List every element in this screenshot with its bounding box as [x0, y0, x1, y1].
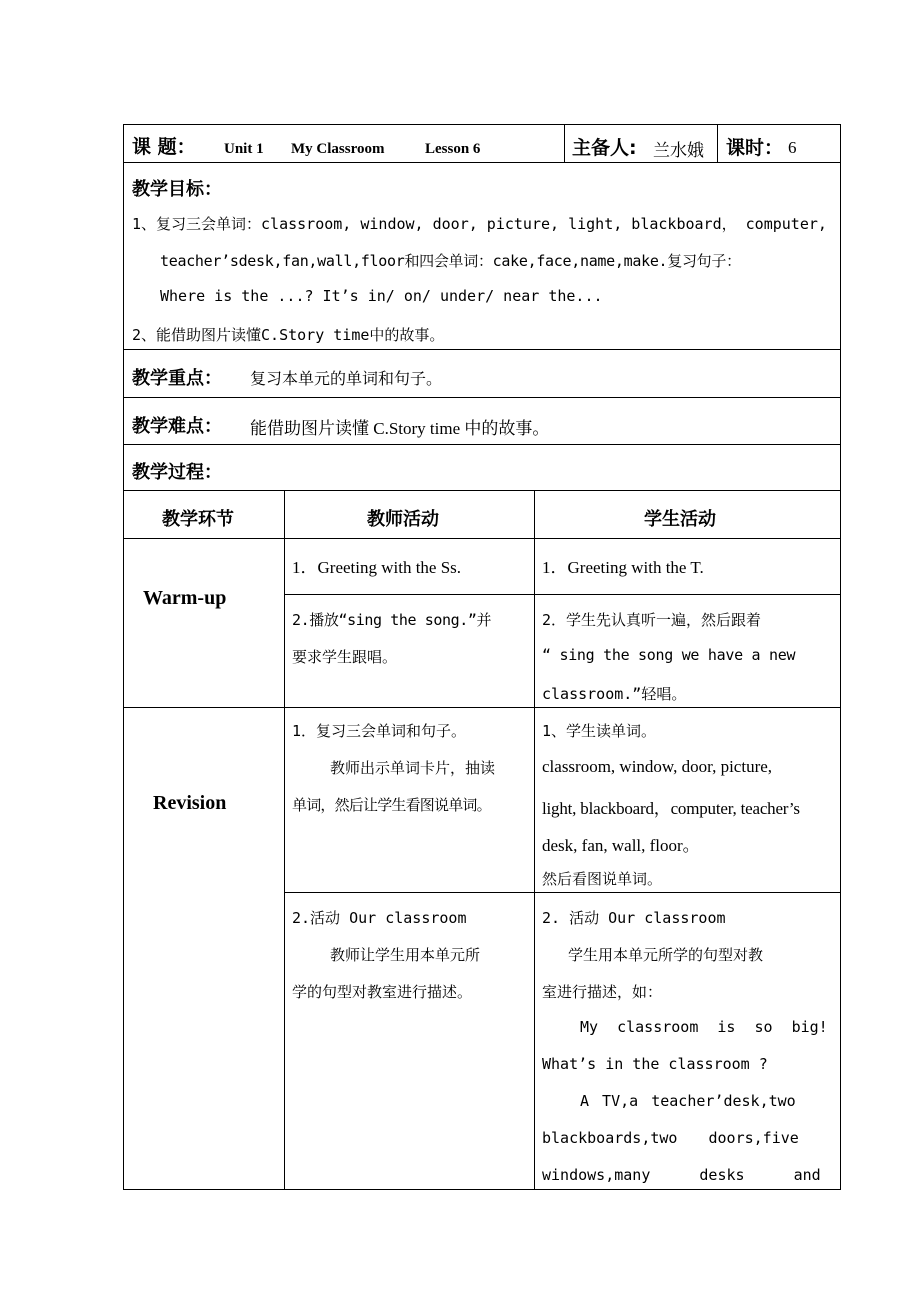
difficulties-row	[124, 398, 840, 445]
lesson-title: My Classroom	[291, 141, 385, 157]
header-teacher: 教师活动	[367, 509, 439, 530]
revision-section	[124, 708, 840, 1189]
difficulties-text: 能借助图片读懂 C.Story time 中的故事。	[250, 419, 550, 438]
difficulties-label: 教学难点：	[132, 416, 222, 437]
revision-teacher-1c: 单词，然后让学生看图说单词。	[292, 796, 491, 814]
preparer-label: 主备人:	[572, 137, 637, 159]
header-student: 学生活动	[644, 509, 716, 530]
warmup-student-2b: “ sing the song we have a new	[542, 646, 796, 664]
warmup-student-2c: classroom.”轻唱。	[542, 685, 687, 703]
revision-teacher-2b: 教师让学生用本单元所	[330, 946, 481, 964]
header-row	[124, 125, 840, 163]
warmup-student-2a: 2．学生先认真听一遍，然后跟着	[542, 611, 762, 629]
objective-line-4: 2、能借助图片读懂C.Story time中的故事。	[132, 326, 445, 344]
objectives-label: 教学目标：	[132, 179, 222, 200]
warmup-teacher-2a: 2.播放“sing the song.”并	[292, 611, 492, 629]
revision-student-2g: blackboards,two doors,five	[542, 1129, 799, 1147]
table-header-row	[124, 491, 840, 539]
warmup-section	[124, 539, 840, 708]
key-points-label: 教学重点：	[132, 368, 222, 389]
lesson-number: Lesson 6	[425, 141, 481, 157]
warmup-teacher-2b: 要求学生跟唱。	[292, 648, 398, 666]
hours-value: 6	[788, 138, 797, 157]
process-label: 教学过程：	[132, 462, 222, 483]
revision-student-2a: 2. 活动 Our classroom	[542, 909, 726, 927]
header-stage: 教学环节	[162, 509, 234, 530]
process-row	[124, 445, 840, 491]
revision-student-1e: 然后看图说单词。	[542, 870, 663, 888]
revision-student-2d: My classroom is so big!	[580, 1018, 828, 1036]
objective-line-1: 1、复习三会单词：classroom, window, door, picture, light, blackboard， computer,	[132, 215, 827, 233]
revision-student-1c: light, blackboard，computer, teacher’s	[542, 799, 800, 818]
revision-student-1a: 1、学生读单词。	[542, 722, 657, 740]
revision-stage: Revision	[153, 792, 227, 814]
lesson-plan-table	[123, 124, 841, 1190]
revision-student-2h: windows,many desks and	[542, 1166, 821, 1184]
hours-label: 课时：	[726, 137, 784, 159]
warmup-student-1: 1．Greeting with the T.	[542, 558, 704, 577]
revision-teacher-1b: 教师出示单词卡片，抽读	[330, 759, 496, 777]
objective-line-2: teacher’sdesk,fan,wall,floor和四会单词：cake,face,name,make.复习句子：	[160, 252, 741, 270]
revision-student-1b: classroom, window, door, picture,	[542, 757, 773, 776]
revision-student-2c: 室进行描述，如：	[542, 983, 663, 1001]
key-points-row	[124, 350, 840, 398]
revision-teacher-2c: 学的句型对教室进行描述。	[292, 983, 473, 1001]
key-points-text: 复习本单元的单词和句子。	[250, 369, 443, 388]
revision-student-2e: What’s in the classroom ?	[542, 1055, 768, 1073]
objectives-row	[124, 163, 840, 350]
revision-teacher-1a: 1．复习三会单词和句子。	[292, 722, 467, 740]
objective-line-3: Where is the ...? It’s in/ on/ under/ near the...	[160, 287, 603, 305]
revision-teacher-2a: 2.活动 Our classroom	[292, 909, 467, 927]
revision-student-2f: A TV,a teacher’desk,two	[580, 1092, 796, 1110]
revision-student-2b: 学生用本单元所学的句型对教	[568, 946, 764, 964]
topic-label: 课 题：	[132, 136, 196, 158]
warmup-stage: Warm-up	[143, 587, 227, 609]
preparer-name: 兰水娥	[653, 141, 704, 161]
revision-student-1d: desk, fan, wall, floor。	[542, 836, 700, 855]
unit-label: Unit 1	[224, 141, 264, 157]
warmup-teacher-1: 1．Greeting with the Ss.	[292, 558, 462, 577]
